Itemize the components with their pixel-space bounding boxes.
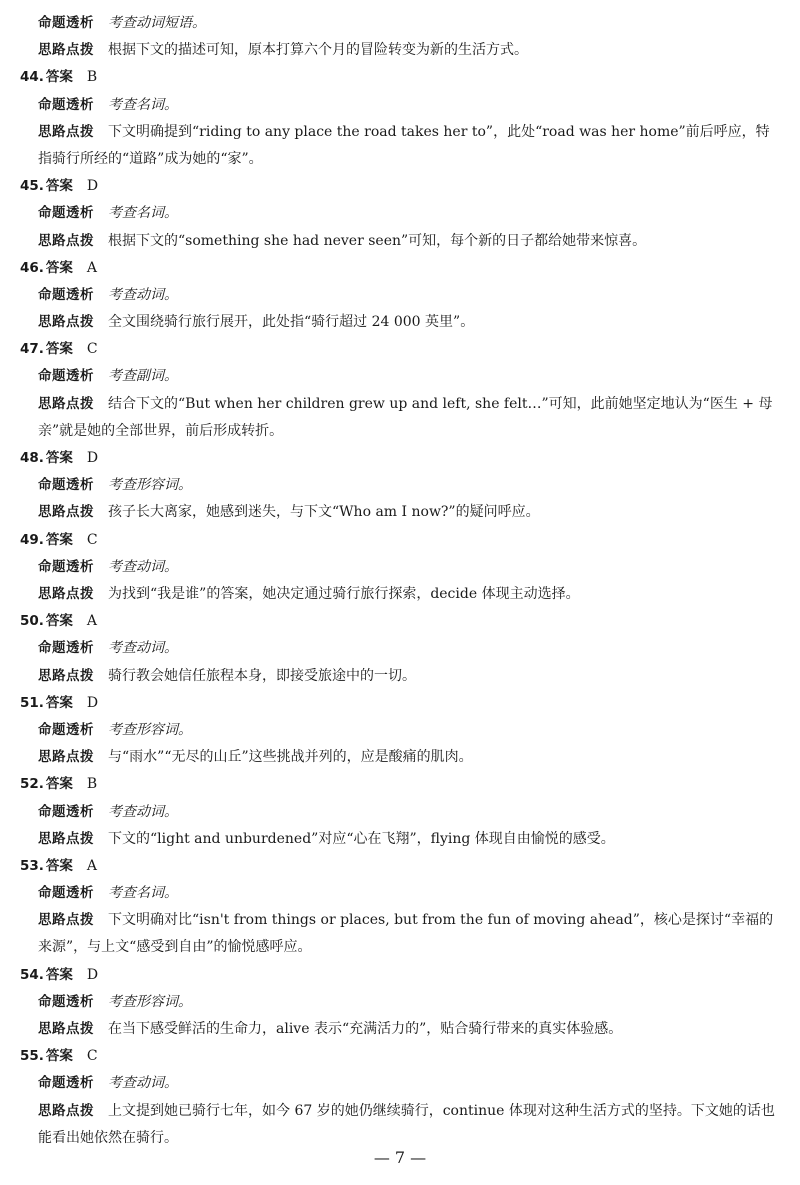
answer-value: D [86,694,99,711]
proposition-text: 考查形容词。 [108,993,192,1010]
hint-text: 骑行教会她信任旅程本身，即接受旅途中的一切。 [108,667,416,684]
proposition-label: 命题透析 [38,721,94,738]
answer-value: C [86,1048,98,1065]
question-52-answer-line [20,771,782,798]
hint-label: 思路点拨 [38,912,94,929]
answer-value: C [86,531,98,548]
proposition-label: 命题透析 [38,993,94,1010]
question-45-answer-line [20,173,782,200]
proposition-line [20,363,782,390]
hint-label: 思路点拨 [38,504,94,521]
hint-line [20,663,782,690]
proposition-text: 考查动词。 [108,1075,178,1092]
hint-text: 全文围绕骑行旅行展开，此处指“骑行超过 24 000 英里”。 [108,314,475,331]
proposition-label: 命题透析 [38,803,94,820]
proposition-label: 命题透析 [38,885,94,902]
hint-line [20,581,782,608]
answer-label: 答案 [45,776,73,793]
question-number: 48. [20,450,44,467]
intro-proposition-line [20,10,782,37]
question-47-answer-line [20,336,782,363]
answer-label: 答案 [45,259,73,276]
proposition-label: 命题透析 [38,1075,94,1092]
answer-value: A [86,259,98,276]
proposition-text: 考查名词。 [108,205,178,222]
answer-label: 答案 [45,613,73,630]
answer-label: 答案 [45,531,73,548]
proposition-line [20,635,782,662]
proposition-line [20,200,782,227]
proposition-text: 考查动词短语。 [108,15,206,31]
question-number: 47. [20,341,44,358]
answer-label: 答案 [45,1048,73,1065]
question-51-answer-line [20,690,782,717]
answer-value: B [86,69,98,86]
answer-value: A [86,857,98,874]
hint-label: 思路点拨 [38,667,94,684]
answer-label: 答案 [45,341,73,358]
hint-text: 为找到“我是谁”的答案，她决定通过骑行旅行探索，decide 体现主动选择。 [108,586,580,602]
proposition-label: 命题透析 [38,15,94,31]
hint-text: 下文的“light and unburdened”对应“心在飞翔”，flying 体现自由愉悦的感受。 [108,830,615,847]
hint-text: 上文提到她已骑行七年，如今 67 岁的她仍继续骑行，continue 体现对这种生活方式的坚持。下文她的话也能看出她依然在骑行。 [38,1102,775,1146]
hint-text: 下文明确对比“isn't from things or places, but from the fun of moving ahead”，核心是探讨“幸福的来源”，与上文“感受到自由”的愉悦感呼应。 [38,912,774,956]
hint-label: 思路点拨 [38,586,94,602]
proposition-text: 考查形容词。 [108,721,192,738]
hint-text: 孩子长大离家，她感到迷失，与下文“Who am I now?”的疑问呼应。 [108,504,540,521]
question-number: 53. [20,857,44,874]
answer-label: 答案 [45,450,73,467]
hint-line [20,744,782,771]
proposition-line [20,717,782,744]
question-49-answer-line [20,527,782,554]
proposition-line [20,472,782,499]
proposition-line [20,989,782,1016]
proposition-line [20,1070,782,1097]
page-number: — 7 — [373,1148,427,1167]
proposition-label: 命题透析 [38,286,94,303]
hint-line [20,907,782,961]
proposition-label: 命题透析 [38,205,94,222]
answer-label: 答案 [45,694,73,711]
answer-value: D [86,450,99,467]
proposition-text: 考查动词。 [108,286,178,303]
hint-label: 思路点拨 [38,395,94,412]
proposition-line [20,880,782,907]
answer-value: D [86,966,99,983]
question-44-answer-line [20,64,782,91]
hint-label: 思路点拨 [38,42,94,59]
question-46-answer-line [20,255,782,282]
hint-label: 思路点拨 [38,123,94,140]
proposition-line [20,92,782,119]
proposition-label: 命题透析 [38,558,94,575]
proposition-line [20,554,782,581]
question-number: 44. [20,69,44,86]
hint-label: 思路点拨 [38,1021,94,1038]
hint-line [20,826,782,853]
hint-line [20,309,782,336]
hint-line [20,499,782,526]
proposition-text: 考查形容词。 [108,477,192,494]
proposition-text: 考查名词。 [108,96,178,113]
proposition-label: 命题透析 [38,368,94,385]
question-number: 54. [20,966,44,983]
hint-label: 思路点拨 [38,830,94,847]
proposition-label: 命题透析 [38,477,94,494]
question-48-answer-line [20,445,782,472]
question-50-answer-line [20,608,782,635]
proposition-label: 命题透析 [38,640,94,657]
hint-line [20,1098,782,1152]
hint-text: 下文明确提到“riding to any place the road takes her to”，此处“road was her home”前后呼应，特指骑行所经的“道路”成为她的“家”。 [38,123,770,167]
answer-label: 答案 [45,178,73,195]
answer-value: B [86,776,98,793]
question-55-answer-line [20,1043,782,1070]
hint-line [20,1016,782,1043]
question-number: 46. [20,259,44,276]
proposition-line [20,799,782,826]
hint-text: 结合下文的“But when her children grew up and left, she felt…”可知，此前她坚定地认为“医生 + 母亲”就是她的全部世界，前后形成转折。 [38,395,773,439]
hint-text: 在当下感受鲜活的生命力，alive 表示“充满活力的”，贴合骑行带来的真实体验感。 [108,1021,623,1038]
hint-text: 根据下文的“something she had never seen”可知，每个新的日子都给她带来惊喜。 [108,232,647,249]
hint-label: 思路点拨 [38,749,94,766]
proposition-text: 考查动词。 [108,803,178,820]
answer-value: D [86,178,99,195]
proposition-text: 考查名词。 [108,885,178,902]
answer-label: 答案 [45,69,73,86]
question-number: 49. [20,531,44,548]
question-53-answer-line [20,853,782,880]
proposition-text: 考查动词。 [108,640,178,657]
question-number: 52. [20,776,44,793]
proposition-text: 考查动词。 [108,558,178,575]
intro-hint-line [20,37,782,64]
answer-label: 答案 [45,966,73,983]
question-number: 55. [20,1048,44,1065]
question-number: 50. [20,613,44,630]
hint-text: 根据下文的描述可知，原本打算六个月的冒险转变为新的生活方式。 [108,42,528,59]
hint-line [20,119,782,173]
hint-text: 与“雨水”“无尽的山丘”这些挑战并列的，应是酸痛的肌肉。 [108,749,473,766]
hint-line [20,228,782,255]
proposition-line [20,282,782,309]
answer-value: A [86,613,98,630]
hint-line [20,391,782,445]
question-number: 51. [20,694,44,711]
hint-label: 思路点拨 [38,1102,94,1119]
answer-explanations [20,10,782,1152]
question-number: 45. [20,178,44,195]
proposition-text: 考查副词。 [108,368,178,385]
hint-label: 思路点拨 [38,314,94,331]
answer-value: C [86,341,98,358]
answer-label: 答案 [45,857,73,874]
question-54-answer-line [20,962,782,989]
hint-label: 思路点拨 [38,232,94,249]
proposition-label: 命题透析 [38,96,94,113]
